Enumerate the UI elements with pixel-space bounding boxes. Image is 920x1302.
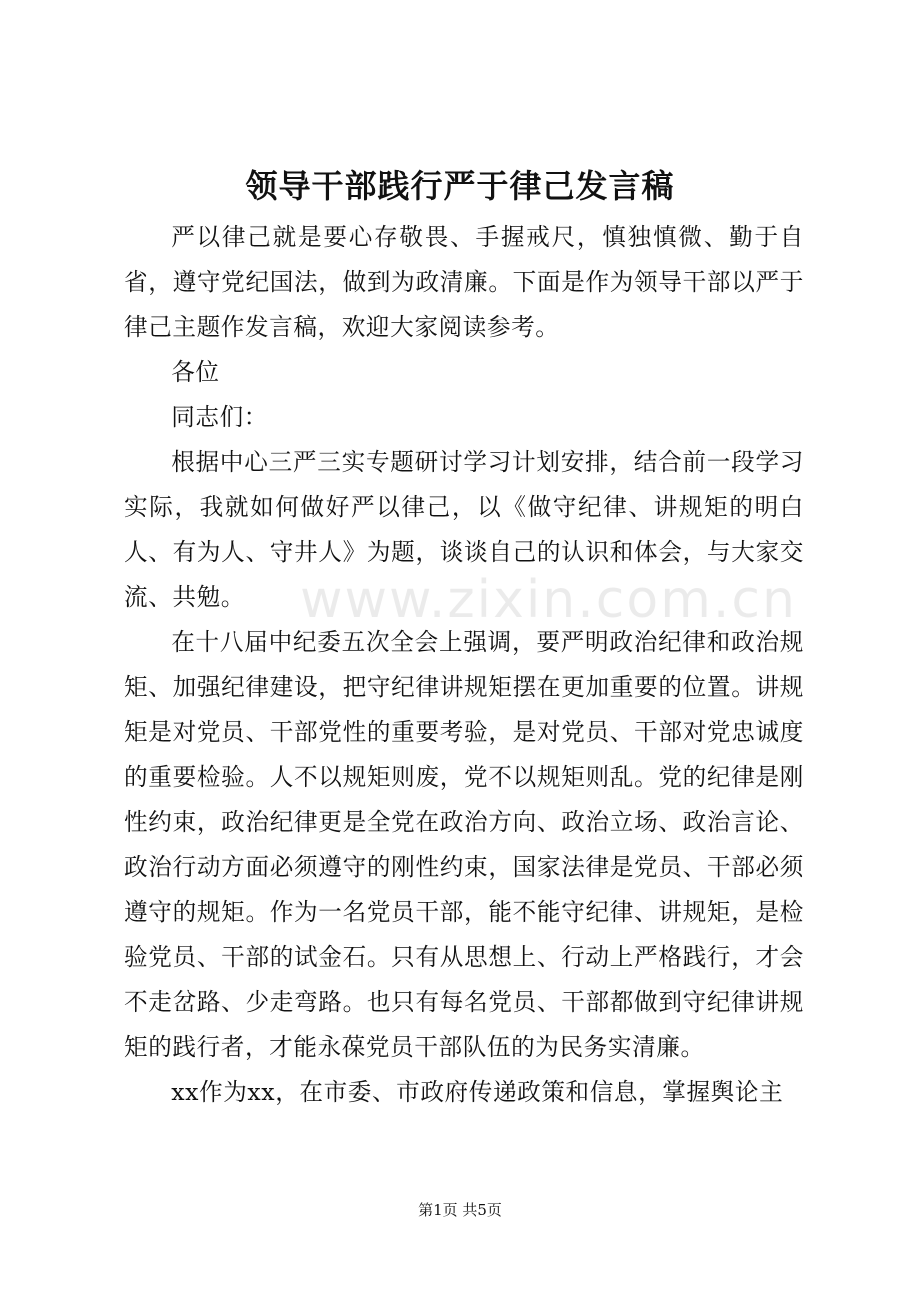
paragraph-salutation: 各位: [171, 358, 220, 386]
paragraph-opening: 根据中心三严三实专题研讨学习计划安排，结合前一段学习实际，我就如何做好严以律己，以《做守纪律、讲规矩的明白人、有为人、守井人》为题，谈谈自己的认识和体会，与大家交流、共勉。: [124, 448, 804, 611]
paragraph-intro: 严以律己就是要心存敬畏、手握戒尺，慎独慎微、勤于自省，遵守党纪国法，做到为政清廉。下面是作为领导干部以严于律己主题作发言稿，欢迎大家阅读参考。: [124, 223, 804, 341]
paragraph-discipline: 在十八届中纪委五次全会上强调，要严明政治纪律和政治规矩、加强纪律建设，把守纪律讲规矩摆在更加重要的位置。讲规矩是对党员、干部党性的重要考验，是对党员、干部对党忠诚度的重要检验。人不以规矩则废，党不以规矩则乱。党的纪律是刚性约束，政治纪律更是全党在政治方向、政治立场、政治言论、政治行动方面必须遵守的刚性约束，国家法律是党员、干部必须遵守的规矩。作为一名党员干部，能不能守纪律、讲规矩，是检验党员、干部的试金石。只有从思想上、行动上严格践行，才会不走岔路、少走弯路。也只有每名党员、干部都做到守纪律讲规矩的践行者，才能永葆党员干部队伍的为民务实清廉。: [124, 628, 804, 1061]
paragraph-greeting: 同志们：: [171, 403, 268, 431]
paragraph-role: xx作为xx，在市委、市政府传递政策和信息，掌握舆论主: [171, 1078, 784, 1106]
page-footer: 第1页 共5页: [418, 1201, 502, 1219]
document-title: 领导干部践行严于律己发言稿: [245, 167, 675, 205]
document-body: [124, 215, 804, 1115]
watermark: www.zixin.com.cn: [300, 570, 797, 630]
